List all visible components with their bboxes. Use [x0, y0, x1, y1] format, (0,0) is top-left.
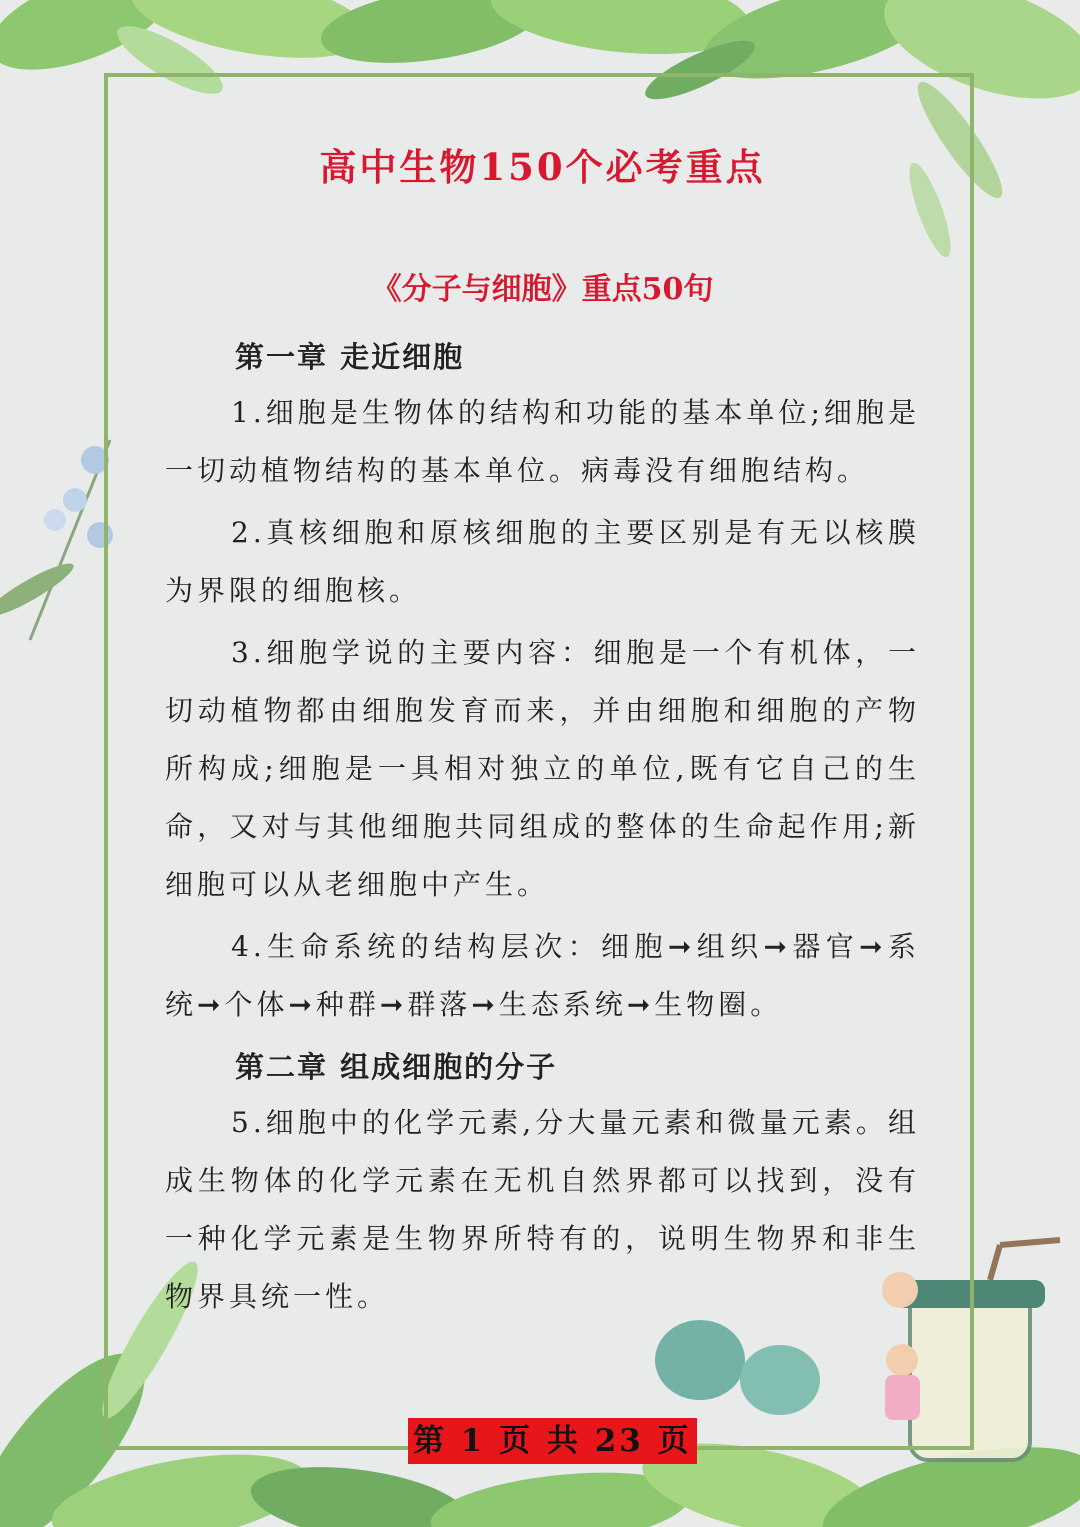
chapter-heading: 第二章 组成细胞的分子	[235, 1050, 558, 1084]
list-item: 5.细胞中的化学元素,分大量元素和微量元素。组成生物体的化学元素在无机自然界都可以找到，没有一种化学元素是生物界所特有的，说明生物界和非生物界具统一性。	[165, 1106, 920, 1313]
list-item: 2.真核细胞和原核细胞的主要区别是有无以核膜为界限的细胞核。	[165, 516, 920, 607]
document-body	[165, 330, 920, 1326]
chapter-heading: 第一章 走近细胞	[235, 340, 465, 374]
page-counter: 第 1 页 共 23 页	[408, 1418, 697, 1464]
list-item: 4.生命系统的结构层次：细胞➞组织➞器官➞系统➞个体➞种群➞群落➞生态系统➞生物圈。	[165, 930, 920, 1021]
list-item: 1.细胞是生物体的结构和功能的基本单位;细胞是一切动植物结构的基本单位。病毒没有细胞结构。	[165, 396, 920, 487]
page-title: 高中生物150个必考重点	[319, 145, 766, 189]
document-content	[165, 138, 920, 1313]
list-item: 3.细胞学说的主要内容：细胞是一个有机体，一切动植物都由细胞发育而来，并由细胞和细胞的产物所构成;细胞是一具相对独立的单位,既有它自己的生命，又对与其他细胞共同组成的整体的生命起作用;新细胞可以从老细胞中产生。	[165, 636, 920, 901]
section-title: 《分子与细胞》重点50句	[371, 272, 714, 307]
